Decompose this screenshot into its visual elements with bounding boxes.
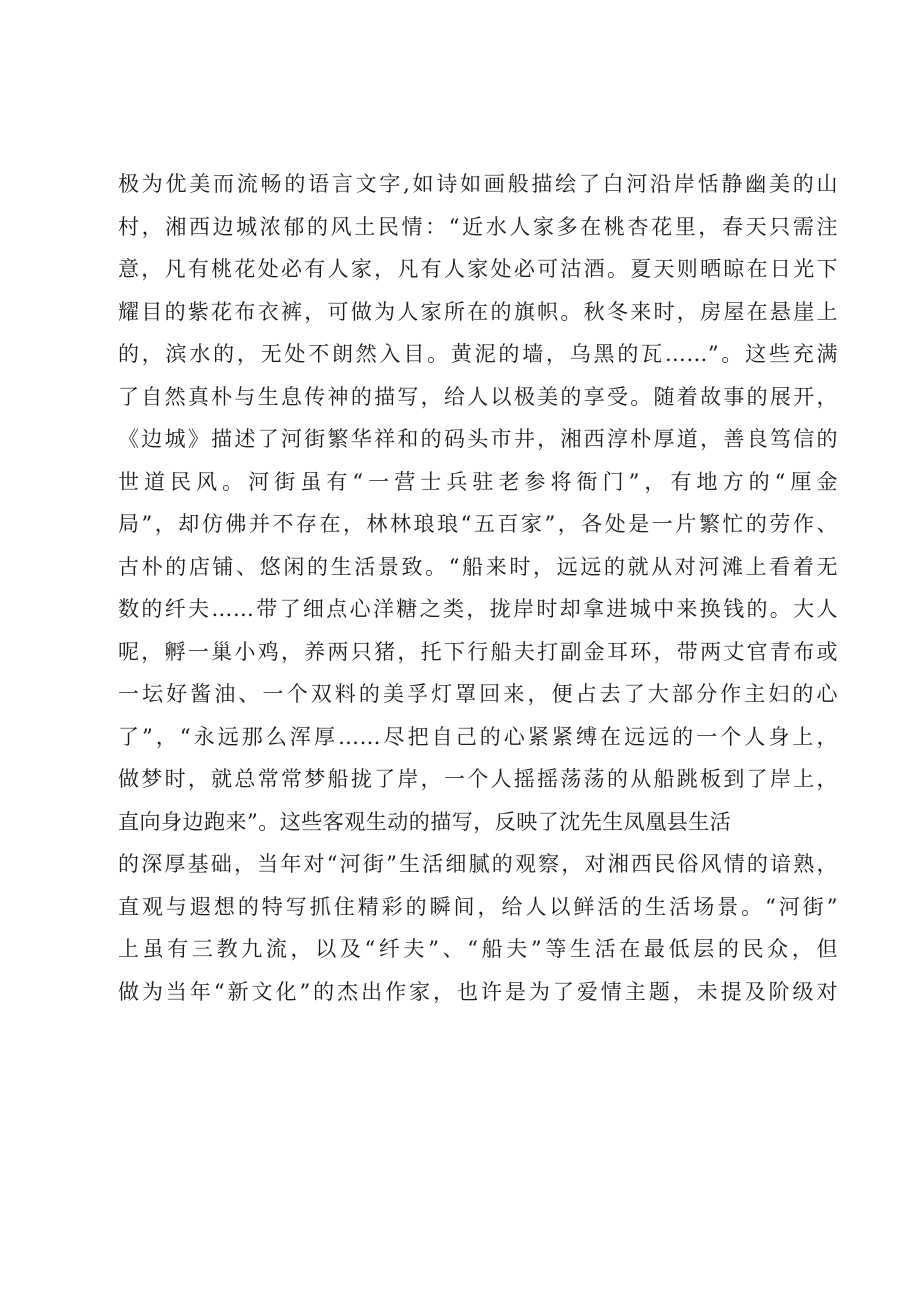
text-line: 的，滨水的，无处不朗然入目。黄泥的墙，乌黑的瓦……”。这些充满 [118,342,838,366]
text-line: 耀目的紫花布衣裤，可做为人家所在的旗帜。秋冬来时，房屋在悬崖上 [118,299,838,324]
text-line: 《边城》描述了河街繁华祥和的码头市井，湘西淳朴厚道，善良笃信的 [118,427,838,451]
text-line: 直观与遐想的特写抓住精彩的瞬间，给人以鲜活的生活场景。“河街” [118,894,838,919]
text-line: 了”，“永远那么浑厚……尽把自己的心紧紧缚在远远的一个人身上， [118,724,838,749]
text-line: 做梦时，就总常常梦船拢了岸，一个人摇摇荡荡的从船跳板到了岸上， [118,767,838,791]
text-line: 世道民风。河街虽有“一营士兵驻老参将衙门”，有地方的“厘金 [118,469,838,494]
text-line: 局”，却仿佛并不存在，林林琅琅“五百家”，各处是一片繁忙的劳作、 [118,512,838,536]
text-line: 了自然真朴与生息传神的描写，给人以极美的享受。随着故事的展开， [118,384,838,409]
text-line: 数的纤夫……带了细点心洋糖之类，拢岸时却拿进城中来换钱的。大人 [118,597,838,621]
text-line: 做为当年“新文化”的杰出作家，也许是为了爱情主题，未提及阶级对 [118,979,838,1004]
text-line: 意，凡有桃花处必有人家，凡有人家处必可沽酒。夏天则晒晾在日光下 [118,257,838,281]
text-line: 直向身边跑来”。这些客观生动的描写，反映了沈先生凤凰县生活 [118,809,732,834]
text-line: 一坛好酱油、一个双料的美孚灯罩回来，便占去了大部分作主妇的心 [118,682,838,706]
text-line: 极为优美而流畅的语言文字,如诗如画般描绘了白河沿岸恬静幽美的山 [118,172,838,196]
body-paragraph [118,163,838,1013]
text-line: 古朴的店铺、悠闲的生活景致。“船来时，远远的就从对河滩上看着无 [118,554,838,579]
text-line: 的深厚基础，当年对“河街”生活细腻的观察，对湘西民俗风情的谙熟， [118,852,838,876]
text-line: 村，湘西边城浓郁的风土民情：“近水人家多在桃杏花里，春天只需注 [118,214,838,239]
text-line: 呢，孵一巢小鸡，养两只猪，托下行船夫打副金耳环，带两丈官青布或 [118,639,838,664]
text-line: 上虽有三教九流，以及“纤夫”、“船夫”等生活在最低层的民众，但 [118,937,838,961]
